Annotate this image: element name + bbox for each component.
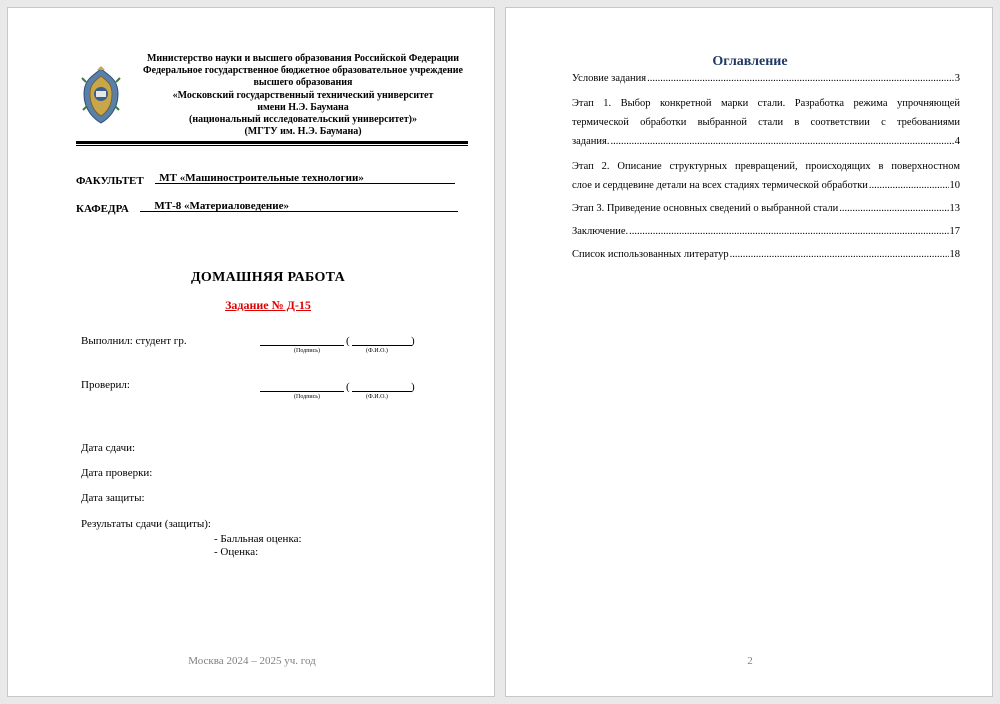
faculty-field (76, 173, 455, 187)
department-field (76, 201, 458, 215)
toc-entry[interactable] (572, 245, 960, 264)
header-line: Федеральное государственное бюджетное образовательное учреждение (143, 65, 463, 77)
header-line: (национальный исследовательский университет)» (189, 114, 417, 126)
toc-entry-title: слое и сердцевине детали на всех стадиях термической обработки (572, 180, 868, 191)
signature-caption: (Подпись) (294, 394, 321, 400)
toc-entry-title: задания. (572, 136, 610, 147)
toc-page (506, 8, 992, 696)
defense-date-label: Дата защиты: (81, 492, 145, 504)
toc-list (572, 69, 960, 264)
toc-entry[interactable] (572, 199, 960, 218)
toc-entry-title: Условие задания (572, 73, 647, 84)
toc-entry-page: 10 (949, 180, 960, 191)
toc-entry-page: 4 (954, 136, 960, 147)
close-paren: ) (411, 381, 415, 393)
toc-entry-page: 17 (949, 226, 960, 237)
faculty-label: ФАКУЛЬТЕТ (76, 175, 144, 187)
name-caption: (Ф.И.О.) (366, 348, 388, 354)
toc-entry[interactable] (572, 157, 960, 195)
faculty-value: МТ «Машиностроительные технологии» (159, 172, 364, 184)
name-line (352, 345, 412, 346)
title-page (8, 8, 494, 696)
header-line: Министерство науки и высшего образования Российской Федерации (146, 53, 460, 64)
page-footer: Москва 2024 – 2025 уч. год (188, 655, 316, 667)
performed-label: Выполнил: студент гр. (81, 335, 187, 347)
header-divider-thin (76, 145, 468, 146)
department-underline (140, 201, 458, 212)
department-label: КАФЕДРА (76, 203, 129, 215)
open-paren: ( (346, 335, 350, 347)
department-value: МТ-8 «Материаловедение» (154, 200, 289, 212)
toc-entry-line: Этап 1. Выбор конкретной марки стали. Разработка режима упрочняющей (572, 98, 960, 109)
submit-date-label: Дата сдачи: (81, 442, 136, 454)
toc-entry[interactable] (572, 222, 960, 241)
university-emblem-icon (80, 66, 122, 126)
header-line: имени Н.Э. Баумана (257, 101, 349, 113)
toc-entry-title: Этап 3. Приведение основных сведений о выбранной стали (572, 203, 839, 214)
page-number: 2 (747, 655, 753, 667)
toc-entry-line: Этап 2. Описание структурных превращений, происходящих в поверхностном (572, 161, 960, 172)
signature-line (260, 345, 344, 346)
toc-entry-title: Заключение. (572, 226, 629, 237)
check-date-label: Дата проверки: (81, 467, 153, 479)
toc-entry-title: Список использованных литератур (572, 249, 729, 260)
results-label: Результаты сдачи (защиты): (81, 518, 211, 530)
signature-line (260, 391, 344, 392)
toc-entry-line: термической обработки выбранной стали в соответствии с требованиями (572, 117, 960, 128)
signature-caption: (Подпись) (294, 348, 321, 354)
header-line: «Московский государственный технический университет (172, 89, 434, 101)
header-line: (МГТУ им. Н.Э. Баумана) (244, 126, 362, 138)
score-label: - Балльная оценка: (214, 533, 302, 545)
university-header (118, 53, 488, 138)
toc-entry-page: 3 (954, 73, 960, 84)
header-divider (76, 141, 468, 144)
document-title: ДОМАШНЯЯ РАБОТА (190, 270, 345, 285)
open-paren: ( (346, 381, 350, 393)
toc-entry-page: 13 (949, 203, 960, 214)
task-number: Задание № Д-15 (225, 298, 311, 312)
header-line: высшего образования (253, 77, 353, 89)
name-line (352, 391, 412, 392)
toc-entry[interactable] (572, 69, 960, 88)
toc-entry-page: 18 (949, 249, 960, 260)
close-paren: ) (411, 335, 415, 347)
faculty-underline (155, 173, 455, 184)
name-caption: (Ф.И.О.) (366, 394, 388, 400)
checked-label: Проверил: (81, 379, 130, 391)
toc-entry[interactable] (572, 94, 960, 151)
grade-label: - Оценка: (214, 546, 259, 558)
toc-title: Оглавление (712, 54, 788, 69)
